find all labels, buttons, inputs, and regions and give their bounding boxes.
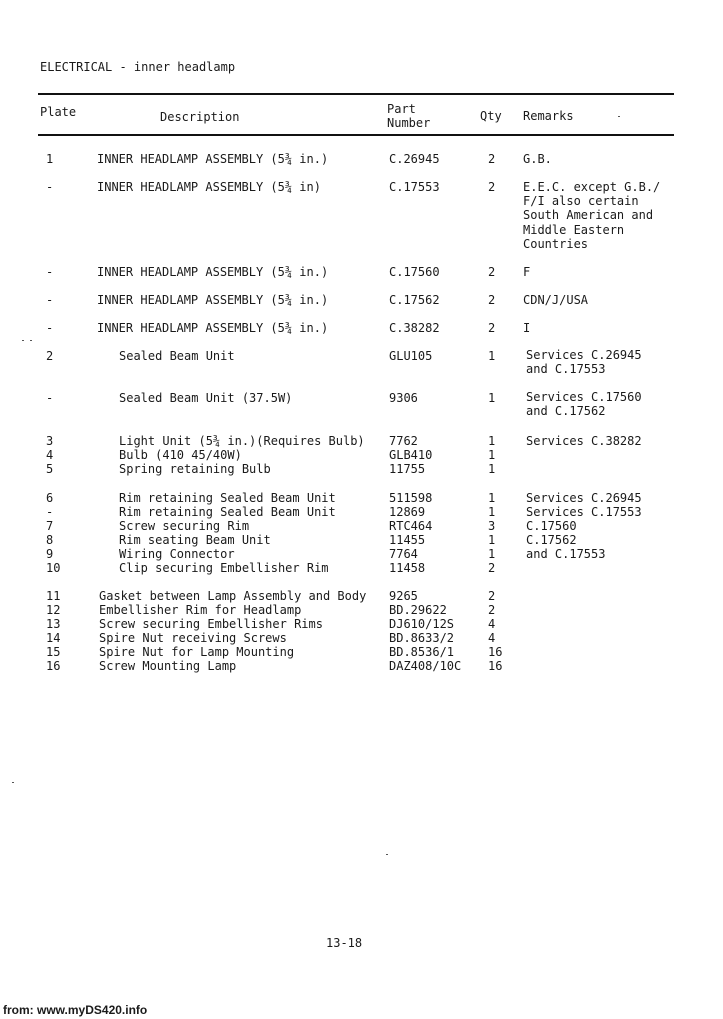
description: INNER HEADLAMP ASSEMBLY (5¾ in.): [97, 293, 329, 307]
quantity: 1: [488, 434, 496, 448]
part-number: BD.8633/2: [389, 631, 455, 645]
description: Screw Mounting Lamp: [99, 659, 237, 673]
quantity: 4: [488, 631, 496, 645]
quantity: 3: [488, 519, 496, 533]
remarks-multiline: [526, 348, 642, 376]
quantity: 4: [488, 617, 496, 631]
plate-number: 2: [46, 349, 54, 363]
table-row: [0, 505, 723, 519]
description: INNER HEADLAMP ASSEMBLY (5¾ in): [97, 180, 321, 194]
part-number: BD.29622: [389, 603, 447, 617]
remarks-line: F/I also certain: [523, 194, 639, 209]
plate-number: 13: [46, 617, 61, 631]
plate-number: 3: [46, 434, 54, 448]
description: Embellisher Rim for Headlamp: [99, 603, 302, 617]
remarks-line: E.E.C. except G.B./: [523, 180, 661, 194]
remarks-line: South American and: [523, 208, 654, 223]
part-number: DJ610/12S: [389, 617, 455, 631]
quantity: 2: [488, 603, 496, 617]
description: INNER HEADLAMP ASSEMBLY (5¾ in.): [97, 321, 329, 335]
description: Rim seating Beam Unit: [119, 533, 271, 547]
quantity: 1: [488, 391, 496, 405]
quantity: 2: [488, 152, 496, 166]
remarks-multiline: [526, 390, 642, 418]
remarks: CDN/J/USA: [523, 293, 589, 307]
table-row: [0, 533, 723, 547]
plate-number: 1: [46, 152, 54, 166]
remarks: Services C.26945: [526, 491, 642, 505]
quantity: 1: [488, 491, 496, 505]
plate-number: 11: [46, 589, 61, 603]
part-number: 7764: [389, 547, 418, 561]
quantity: 1: [488, 505, 496, 519]
description: Clip securing Embellisher Rim: [119, 561, 329, 575]
plate-number: 12: [46, 603, 61, 617]
table-row: [0, 659, 723, 673]
source-footer: from: www.myDS420.info: [3, 1003, 148, 1017]
plate-number: 5: [46, 462, 54, 476]
remarks: and C.17553: [526, 547, 606, 561]
quantity: 16: [488, 645, 503, 659]
description: Spire Nut receiving Screws: [99, 631, 287, 645]
scan-speck: [22, 340, 24, 341]
plate-number: 16: [46, 659, 61, 673]
description: Gasket between Lamp Assembly and Body: [99, 589, 367, 603]
remarks-line: Services C.17560: [526, 390, 642, 404]
description: Wiring Connector: [119, 547, 235, 561]
remarks-multiline: [523, 180, 660, 251]
description: Bulb (410 45/40W): [119, 448, 242, 462]
header-plate: Plate: [40, 105, 77, 119]
quantity: 2: [488, 180, 496, 194]
remarks-line: Countries: [523, 236, 589, 251]
description: Spire Nut for Lamp Mounting: [99, 645, 295, 659]
description: Sealed Beam Unit: [119, 349, 235, 363]
quantity: 2: [488, 321, 496, 335]
remarks-line: and C.17553: [526, 362, 606, 377]
description: Rim retaining Sealed Beam Unit: [119, 491, 336, 505]
scan-speck: [386, 854, 388, 855]
remarks: I: [523, 321, 531, 335]
table-row: [0, 293, 723, 307]
plate-number: 9: [46, 547, 54, 561]
part-number: DAZ408/10C: [389, 659, 462, 673]
part-number: 11755: [389, 462, 426, 476]
part-number: GLU105: [389, 349, 433, 363]
part-number: C.26945: [389, 152, 440, 166]
table-row: [0, 265, 723, 279]
description: INNER HEADLAMP ASSEMBLY (5¾ in.): [97, 265, 329, 279]
description: Sealed Beam Unit (37.5W): [119, 391, 293, 405]
part-number: BD.8536/1: [389, 645, 455, 659]
plate-number: -: [46, 265, 54, 279]
part-number: 7762: [389, 434, 418, 448]
remarks-line: Services C.26945: [526, 348, 642, 362]
header-top-rule: [38, 93, 674, 95]
table-row: [0, 448, 723, 462]
header-number: Number: [387, 116, 431, 130]
header-remarks: Remarks: [523, 109, 574, 123]
plate-number: 10: [46, 561, 61, 575]
table-row: [0, 631, 723, 645]
scan-speck: [618, 116, 620, 117]
part-number: C.38282: [389, 321, 440, 335]
remarks: C.17560: [526, 519, 577, 533]
table-row: [0, 589, 723, 603]
page-number: 13-18: [326, 936, 363, 950]
table-row: [0, 603, 723, 617]
quantity: 2: [488, 561, 496, 575]
table-row: [0, 617, 723, 631]
remarks: Services C.17553: [526, 505, 642, 519]
part-number: 9265: [389, 589, 418, 603]
remarks-line: and C.17562: [526, 404, 606, 419]
plate-number: 8: [46, 533, 54, 547]
header-description: Description: [160, 110, 240, 124]
scan-speck: [30, 340, 32, 341]
part-number: RTC464: [389, 519, 433, 533]
plate-number: 4: [46, 448, 54, 462]
part-number: 511598: [389, 491, 433, 505]
quantity: 1: [488, 533, 496, 547]
remarks: C.17562: [526, 533, 577, 547]
remarks-line: Middle Eastern: [523, 222, 625, 237]
part-number: C.17560: [389, 265, 440, 279]
table-row: [0, 491, 723, 505]
table-row: [0, 561, 723, 575]
description: Screw securing Rim: [119, 519, 250, 533]
plate-number: 7: [46, 519, 54, 533]
part-number: C.17553: [389, 180, 440, 194]
part-number: GLB410: [389, 448, 433, 462]
table-row: [0, 321, 723, 335]
table-row: [0, 152, 723, 166]
table-row: [0, 645, 723, 659]
quantity: 16: [488, 659, 503, 673]
description: INNER HEADLAMP ASSEMBLY (5¾ in.): [97, 152, 329, 166]
table-row: [0, 547, 723, 561]
section-title: ELECTRICAL - inner headlamp: [40, 60, 236, 74]
header-qty: Qty: [480, 109, 502, 123]
part-number: 11458: [389, 561, 426, 575]
part-number: C.17562: [389, 293, 440, 307]
plate-number: 15: [46, 645, 61, 659]
scan-speck: [12, 782, 14, 783]
description: Spring retaining Bulb: [119, 462, 271, 476]
table-row: [0, 462, 723, 476]
quantity: 1: [488, 547, 496, 561]
quantity: 2: [488, 265, 496, 279]
remarks: G.B.: [523, 152, 552, 166]
quantity: 1: [488, 448, 496, 462]
plate-number: -: [46, 180, 54, 194]
description: Screw securing Embellisher Rims: [99, 617, 323, 631]
part-number: 12869: [389, 505, 426, 519]
quantity: 1: [488, 462, 496, 476]
part-number: 9306: [389, 391, 418, 405]
plate-number: -: [46, 391, 54, 405]
part-number: 11455: [389, 533, 426, 547]
plate-number: -: [46, 321, 54, 335]
description: Rim retaining Sealed Beam Unit: [119, 505, 336, 519]
plate-number: 14: [46, 631, 61, 645]
quantity: 2: [488, 589, 496, 603]
plate-number: -: [46, 505, 54, 519]
quantity: 2: [488, 293, 496, 307]
table-row: [0, 519, 723, 533]
remarks: F: [523, 265, 531, 279]
table-row: [0, 434, 723, 448]
plate-number: 6: [46, 491, 54, 505]
quantity: 1: [488, 349, 496, 363]
header-bottom-rule: [38, 134, 674, 136]
plate-number: -: [46, 293, 54, 307]
remarks: Services C.38282: [526, 434, 642, 448]
description: Light Unit (5¾ in.)(Requires Bulb): [119, 434, 365, 448]
header-part: Part: [387, 102, 416, 116]
